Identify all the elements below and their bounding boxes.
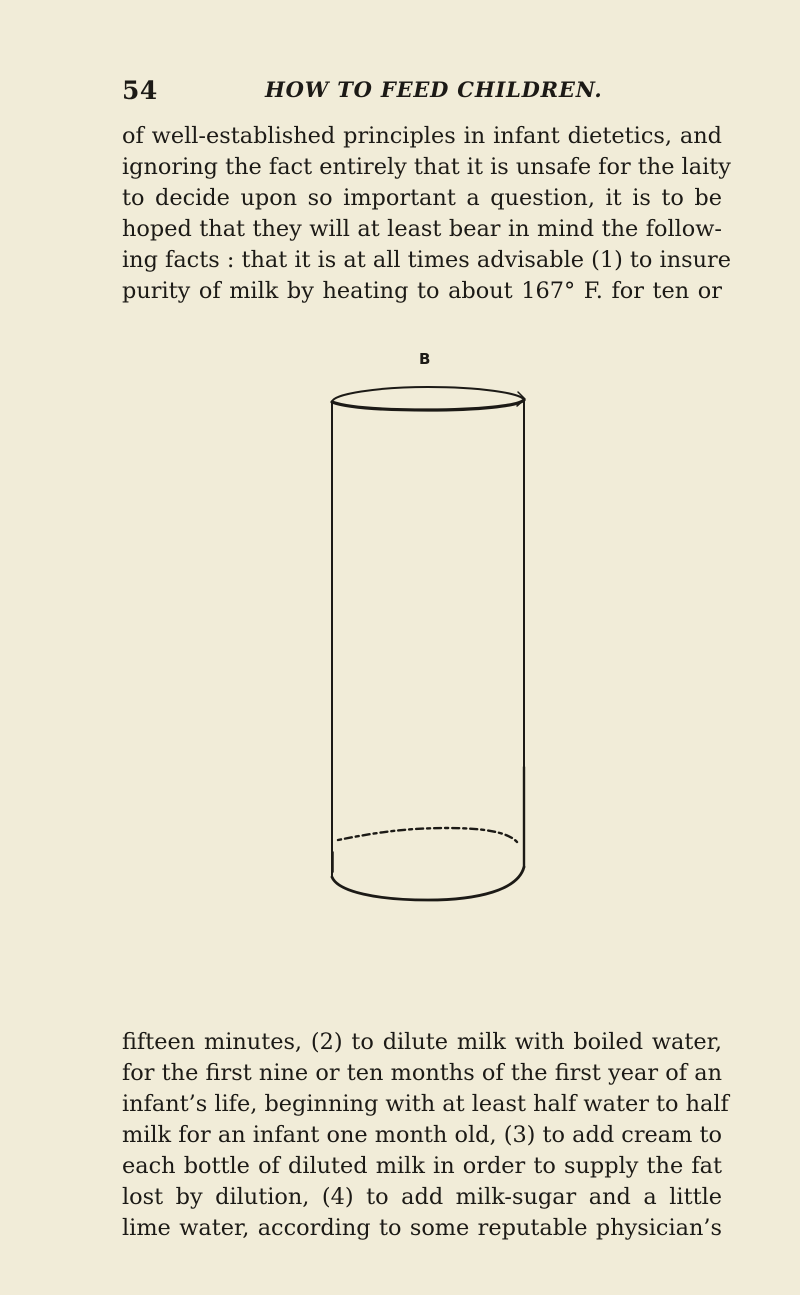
text-line: of well-established principles in infant dietetics, and bbox=[122, 123, 722, 149]
paragraph-top bbox=[122, 121, 731, 307]
text-line: for the first nine or ten months of the first year of an bbox=[122, 1060, 722, 1086]
text-line: ing facts : that it is at all times advisable (1) to insure bbox=[122, 247, 731, 273]
figure-label: B bbox=[419, 350, 431, 368]
text-line: milk for an infant one month old, (3) to add cream to bbox=[122, 1122, 722, 1148]
figure-cylinder bbox=[318, 350, 548, 950]
page-header bbox=[0, 76, 800, 116]
running-head: HOW TO FEED CHILDREN. bbox=[265, 77, 603, 102]
paragraph-bottom bbox=[122, 1027, 729, 1244]
text-line: infant’s life, beginning with at least half water to half bbox=[122, 1091, 729, 1117]
text-line: lost by dilution, (4) to add milk-sugar and a little bbox=[122, 1184, 722, 1210]
text-line: lime water, according to some reputable physician’s bbox=[122, 1215, 722, 1241]
text-line: purity of milk by heating to about 167° F. for ten or bbox=[122, 278, 722, 304]
cylinder-vessel-drawing-icon bbox=[318, 372, 548, 952]
text-line: fifteen minutes, (2) to dilute milk with boiled water, bbox=[122, 1029, 722, 1055]
text-line: hoped that they will at least bear in mind the follow- bbox=[122, 216, 722, 242]
text-line: to decide upon so important a question, it is to be bbox=[122, 185, 722, 211]
text-line: each bottle of diluted milk in order to supply the fat bbox=[122, 1153, 722, 1179]
text-line: ignoring the fact entirely that it is unsafe for the laity bbox=[122, 154, 731, 180]
page-number: 54 bbox=[122, 76, 158, 105]
